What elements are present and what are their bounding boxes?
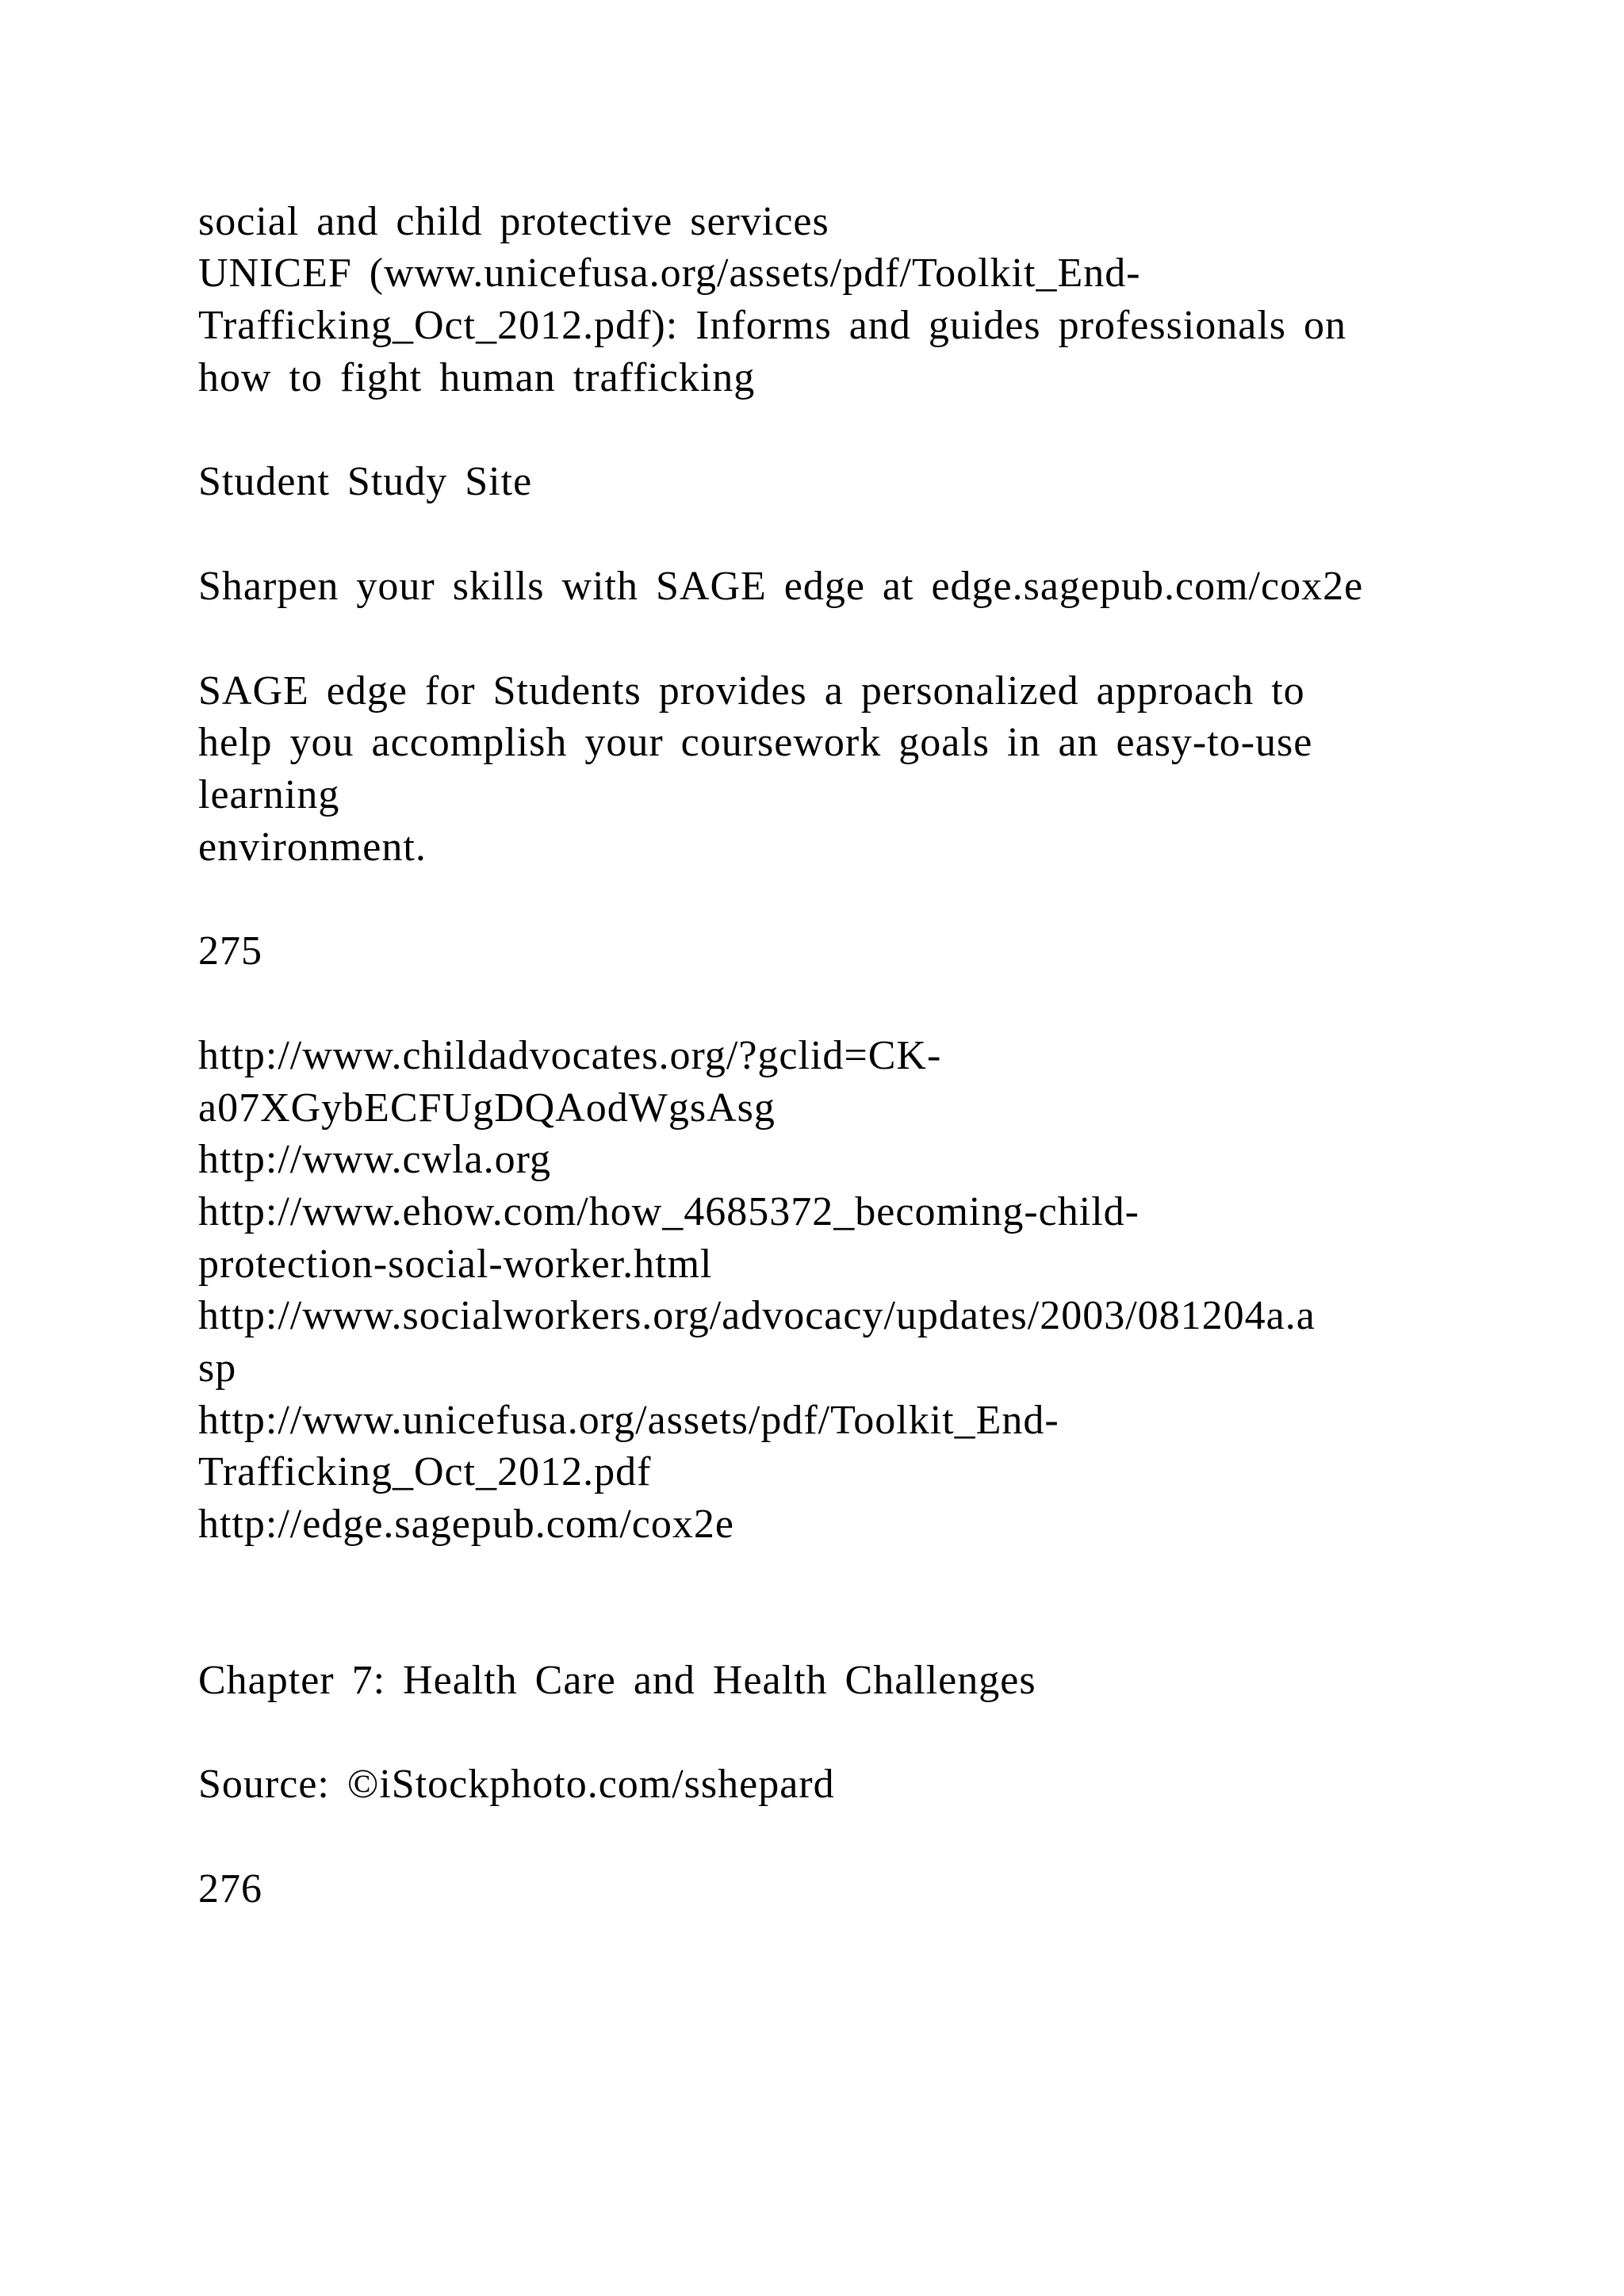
link-line: protection-social-worker.html (198, 1242, 713, 1287)
link-line: sp (198, 1345, 237, 1391)
text-line: Trafficking_Oct_2012.pdf): Informs and guides professionals on (198, 303, 1347, 348)
link-line: http://www.socialworkers.org/advocacy/updates/2003/081204a.a (198, 1293, 1316, 1338)
link-line: http://edge.sagepub.com/cox2e (198, 1502, 734, 1547)
page-number: 275 (198, 928, 262, 974)
text-line: UNICEF (www.unicefusa.org/assets/pdf/Toolkit_End- (198, 251, 1141, 296)
image-source-credit: Source: ©iStockphoto.com/sshepard (198, 1762, 835, 1807)
section-heading-student-study-site: Student Study Site (198, 459, 533, 504)
link-line: http://www.cwla.org (198, 1137, 552, 1182)
text-line: help you accomplish your coursework goals in an easy-to-use (198, 720, 1313, 765)
sharpen-skills-text: Sharpen your skills with SAGE edge at edge.sagepub.com/cox2e (198, 564, 1364, 609)
link-line: http://www.unicefusa.org/assets/pdf/Toolkit_End- (198, 1398, 1059, 1443)
text-line: how to fight human trafficking (198, 355, 756, 400)
link-line: http://www.ehow.com/how_4685372_becoming-child- (198, 1189, 1139, 1234)
chapter-title: Chapter 7: Health Care and Health Challenges (198, 1658, 1036, 1703)
page-number: 276 (198, 1866, 262, 1911)
link-line: a07XGybECFUgDQAodWgsAsg (198, 1085, 776, 1131)
link-line: Trafficking_Oct_2012.pdf (198, 1449, 652, 1494)
text-line: environment. (198, 825, 427, 870)
text-line: SAGE edge for Students provides a personalized approach to (198, 668, 1305, 714)
link-line: http://www.childadvocates.org/?gclid=CK- (198, 1033, 942, 1078)
text-line: learning (198, 772, 340, 817)
text-line: social and child protective services (198, 199, 829, 244)
